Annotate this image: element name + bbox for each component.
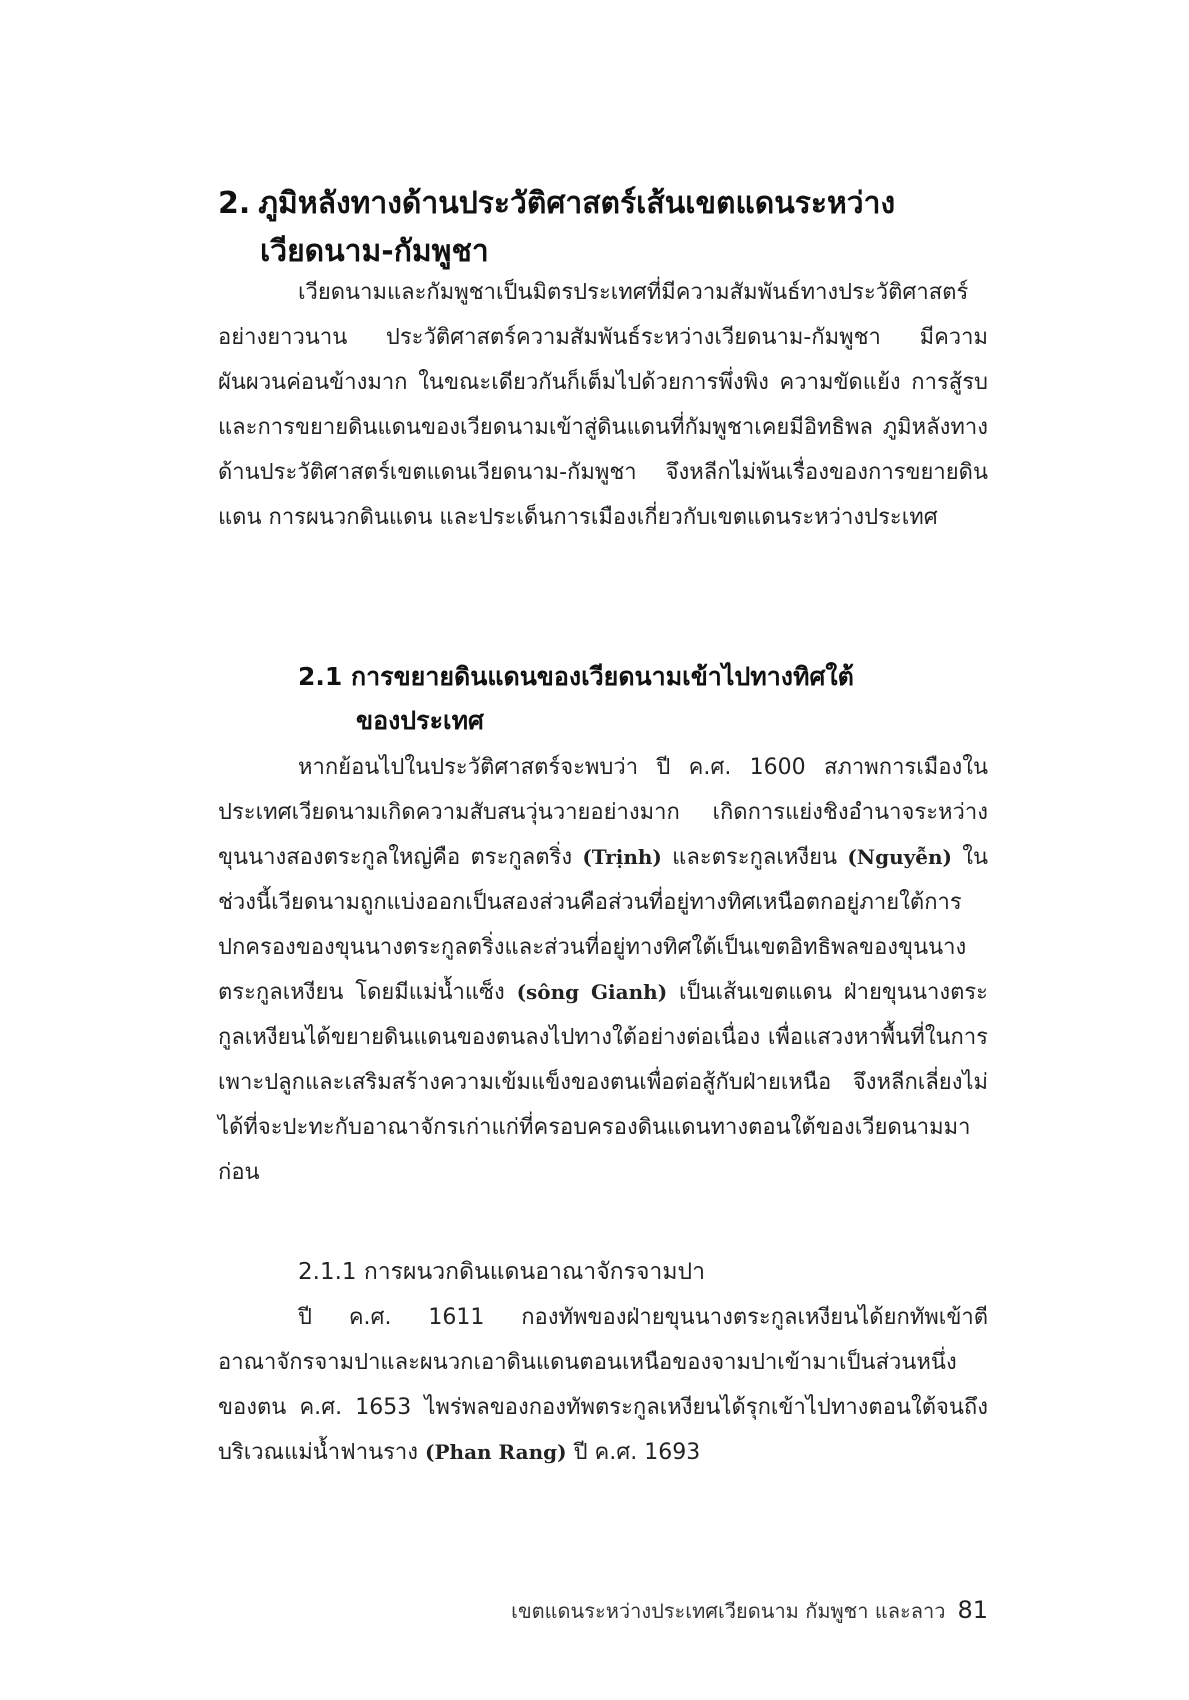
term-trinh: (Trịnh) <box>582 845 662 869</box>
term-phan-rang: (Phan Rang) <box>425 1440 567 1464</box>
paragraph-text: เป็นเส้นเขตแดน ฝ่ายขุนนางตระกูลเหงียนได้ขยายดินแดนของตนลงไปทางใต้อย่างต่อเนื่อง เพื่อแสวงหาพื้นที่ในการเพาะปลูกและเสริมสร้างความเข้มแข็งของตนเพื่อต่อสู้กับฝ่ายเหนือ จึงหลีกเลี่ยงไม่ได้ที่จะปะทะกับอาณาจักรเก่าแก่ที่ครอบครองดินแดนทางตอนใต้ของเวียดนามมาก่อน <box>218 980 988 1185</box>
section-intro-paragraph: เวียดนามและกัมพูชาเป็นมิตรประเทศที่มีความสัมพันธ์ทางประวัติศาสตร์อย่างยาวนาน ประวัติศาสตร์ความสัมพันธ์ระหว่างเวียดนาม-กัมพูชา มีความผันผวนค่อนข้างมาก ในขณะเดียวกันก็เต็มไปด้วยการพึ่งพิง ความขัดแย้ง การสู้รบ และการขยายดินแดนของเวียดนามเข้าสู่ดินแดนที่กัมพูชาเคยมีอิทธิพล ภูมิหลังทางด้านประวัติศาสตร์เขตแดนเวียดนาม-กัมพูชา จึงหลีกไม่พ้นเรื่องของการขยายดินแดน การผนวกดินแดน และประเด็นการเมืองเกี่ยวกับเขตแดนระหว่างประเทศ <box>218 280 988 530</box>
page-footer <box>470 1595 988 1626</box>
subsubsection-paragraph <box>218 1295 988 1475</box>
paragraph-text: ปี ค.ศ. 1611 กองทัพของฝ่ายขุนนางตระกูลเหงียนได้ยกทัพเข้าตีอาณาจักรจามปาและผนวกเอาดินแดนตอนเหนือของจามปาเข้ามาเป็นส่วนหนึ่งของตน ค.ศ. 1653 ไพร่พลของกองทัพตระกูลเหงียนได้รุกเข้าไปทางตอนใต้จนถึงบริเวณแม่น้ำฟานราง <box>218 1305 988 1465</box>
subsection-title-line-2: ของประเทศ <box>356 706 484 735</box>
term-song-gianh: (sông Gianh) <box>516 980 668 1004</box>
section-heading <box>218 180 1018 276</box>
paragraph-text: ปี ค.ศ. 1693 <box>573 1440 701 1465</box>
section-title-line-2: เวียดนาม-กัมพูชา <box>260 234 489 269</box>
paragraph-text: และตระกูลเหงียน <box>672 845 838 870</box>
subsection-title-line-1: 2.1 การขยายดินแดนของเวียดนามเข้าไปทางทิศใต้ <box>298 662 854 691</box>
subsection-paragraph <box>218 745 988 1195</box>
term-nguyen: (Nguyễn) <box>847 845 952 869</box>
paragraph-text: หากย้อนไปในประวัติศาสตร์จะพบว่า ปี ค.ศ. 1600 สภาพการเมืองในประเทศเวียดนามเกิดความสับสนวุ่นวายอย่างมาก เกิดการแย่งชิงอำนาจระหว่างขุนนางสองตระกูลใหญ่คือ ตระกูลตริ่ง <box>218 755 988 870</box>
paragraph-text: ในช่วงนี้เวียดนามถูกแบ่งออกเป็นสองส่วนคือส่วนที่อยู่ทางทิศเหนือตกอยู่ภายใต้การปกครองของขุนนางตระกูลตริ่งและส่วนที่อยู่ทางทิศใต้เป็นเขตอิทธิพลของขุนนางตระกูลเหงียน โดยมีแม่น้ำแซ็ง <box>218 845 989 1005</box>
running-title: เขตแดนระหว่างประเทศเวียดนาม กัมพูชา และลาว <box>511 1599 946 1623</box>
page-number: 81 <box>957 1596 988 1624</box>
section-title-line-1: ภูมิหลังทางด้านประวัติศาสตร์เส้นเขตแดนระหว่าง <box>258 186 896 221</box>
section-number: 2. <box>218 186 251 221</box>
subsection-heading <box>298 655 988 743</box>
subsubsection-heading: 2.1.1 การผนวกดินแดนอาณาจักรจามปา <box>298 1259 706 1285</box>
